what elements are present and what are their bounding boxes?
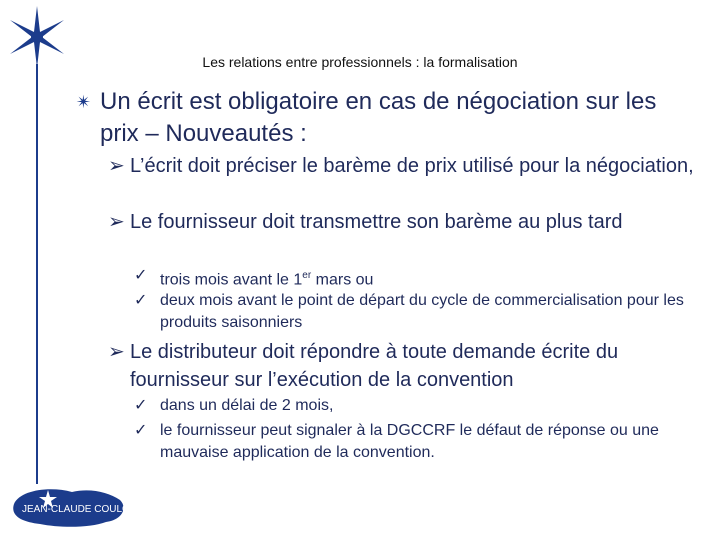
sub-bullet-1-text: L’écrit doit préciser le barème de prix utilisé pour la négociation,	[130, 155, 694, 177]
check-item-2-text: deux mois avant le point de départ du cycle de commercialisation pour les produits saisonniers	[160, 292, 684, 331]
sub-bullet-2-text: Le fournisseur doit transmettre son barème au plus tard	[130, 211, 623, 233]
arrow-bullet-icon: ➢	[108, 155, 125, 177]
star-bullet-icon: ✴	[76, 92, 92, 112]
check-item-4-text: le fournisseur peut signaler à la DGCCRF le défaut de réponse ou une mauvaise application de la convention.	[160, 422, 659, 461]
check-item-3	[134, 395, 694, 417]
arrow-bullet-icon: ➢	[108, 341, 125, 363]
logo-name: JEAN-CLAUDE COULON	[22, 504, 138, 515]
logo-subtitle: et associés	[86, 515, 117, 521]
check-item-4	[134, 420, 694, 464]
slide-header: Les relations entre professionnels : la formalisation	[202, 54, 518, 70]
bullet-1-text: Un écrit est obligatoire en cas de négociation sur les prix – Nouveautés :	[100, 88, 657, 147]
check-icon: ✓	[134, 292, 148, 309]
sub-bullet-2	[108, 208, 708, 236]
check-icon: ✓	[134, 397, 148, 414]
sub-bullet-3	[108, 338, 708, 394]
check-icon: ✓	[134, 267, 148, 284]
check-item-1-text: trois mois avant le 1	[160, 271, 303, 289]
superscript: er	[302, 270, 312, 281]
sub-bullet-3-text: Le distributeur doit répondre à toute demande écrite du fournisseur sur l’exécution de la convention	[130, 341, 619, 391]
check-item-3-text: dans un délai de 2 mois,	[160, 397, 334, 414]
left-vertical-rule	[36, 64, 38, 484]
check-item-1	[134, 265, 694, 291]
check-item-1-text-end: mars ou	[311, 271, 374, 289]
check-icon: ✓	[134, 422, 148, 439]
sub-bullet-1	[108, 152, 708, 180]
check-item-2	[134, 290, 694, 334]
arrow-bullet-icon: ➢	[108, 211, 125, 233]
bullet-1	[76, 86, 696, 150]
